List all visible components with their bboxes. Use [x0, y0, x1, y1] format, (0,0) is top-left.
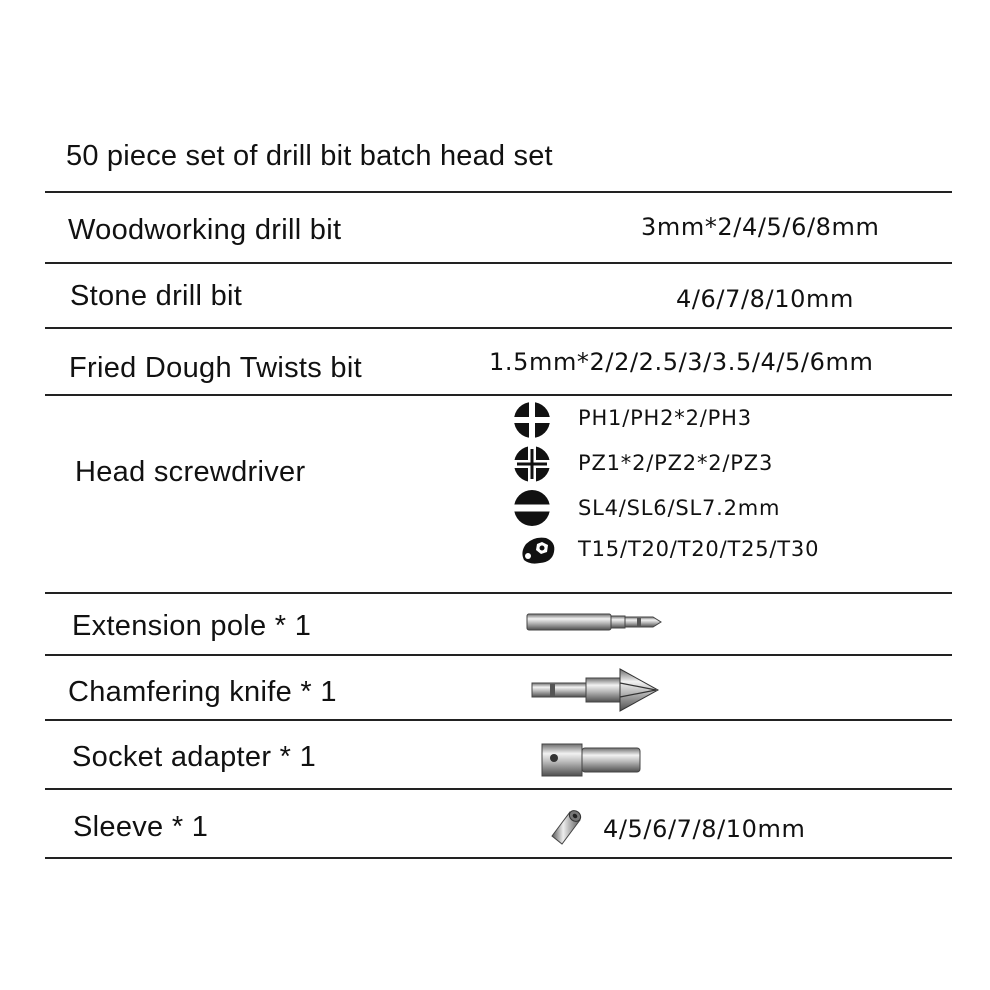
divider: [45, 394, 952, 396]
screwdriver-label: Head screwdriver: [75, 456, 306, 488]
torx-icon: [518, 532, 558, 566]
woodworking-label: Woodworking drill bit: [68, 214, 342, 246]
sleeve-icon: [548, 806, 584, 846]
woodworking-value: 3mm*2/4/5/6/8mm: [641, 213, 880, 241]
phillips-icon: [512, 400, 552, 440]
divider: [45, 262, 952, 264]
slotted-value: SL4/SL6/SL7.2mm: [578, 496, 781, 520]
divider: [45, 654, 952, 656]
chamfer-label: Chamfering knife * 1: [68, 676, 337, 708]
extension-label: Extension pole * 1: [72, 610, 312, 642]
divider: [45, 592, 952, 594]
twist-label: Fried Dough Twists bit: [69, 352, 362, 384]
stone-value: 4/6/7/8/10mm: [676, 285, 854, 313]
phillips-value: PH1/PH2*2/PH3: [578, 406, 752, 430]
extension-pole-icon: [525, 609, 665, 635]
socket-label: Socket adapter * 1: [72, 741, 316, 773]
sleeve-label: Sleeve * 1: [73, 811, 209, 843]
page-title: 50 piece set of drill bit batch head set: [66, 140, 553, 172]
divider: [45, 857, 952, 859]
slotted-icon: [512, 488, 552, 528]
divider: [45, 327, 952, 329]
twist-value: 1.5mm*2/2/2.5/3/3.5/4/5/6mm: [489, 348, 874, 376]
torx-value: T15/T20/T20/T25/T30: [578, 537, 820, 561]
stone-label: Stone drill bit: [70, 280, 243, 312]
socket-adapter-icon: [540, 740, 644, 780]
divider: [45, 719, 952, 721]
pozidriv-value: PZ1*2/PZ2*2/PZ3: [578, 451, 774, 475]
divider: [45, 788, 952, 790]
divider: [45, 191, 952, 193]
pozidriv-icon: [512, 444, 552, 484]
chamfering-knife-icon: [528, 665, 662, 715]
sleeve-value: 4/5/6/7/8/10mm: [603, 815, 806, 843]
